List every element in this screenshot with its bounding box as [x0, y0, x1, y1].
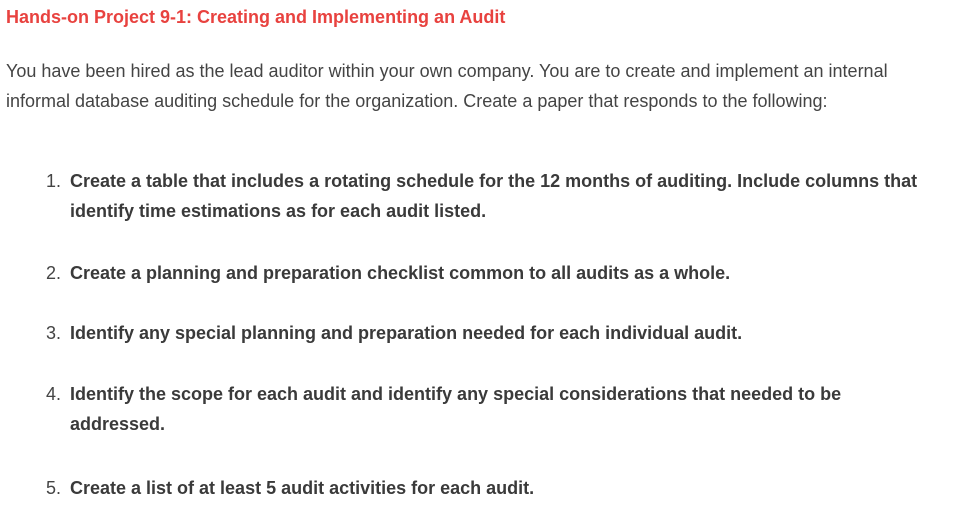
list-item-number: 3. [46, 323, 62, 343]
list-item-text: Identify any special planning and preparation needed for each individual audit. [70, 323, 743, 343]
list-item-number: 4. [46, 384, 62, 404]
list-item [46, 379, 941, 439]
list-item [46, 166, 941, 226]
list-item [46, 473, 941, 503]
list-item-text: Create a table that includes a rotating schedule for the 12 months of auditing. Include columns that identify time estimations as for each audit listed. [70, 171, 918, 221]
list-item [46, 258, 941, 288]
list-item-text: Create a list of at least 5 audit activities for each audit. [70, 478, 535, 498]
list-item-number: 5. [46, 478, 62, 498]
list-item-text: Create a planning and preparation checklist common to all audits as a whole. [70, 263, 731, 283]
list-item-number: 2. [46, 263, 62, 283]
intro-paragraph: You have been hired as the lead auditor within your own company. You are to create and implement an internal informal database auditing schedule for the organization. Create a paper that responds to the following: [6, 61, 888, 111]
page-title: Hands-on Project 9-1: Creating and Implementing an Audit [6, 7, 506, 27]
list-item-number: 1. [46, 171, 62, 191]
list-item-text: Identify the scope for each audit and identify any special considerations that needed to be addressed. [70, 384, 842, 434]
list-item [46, 318, 941, 348]
